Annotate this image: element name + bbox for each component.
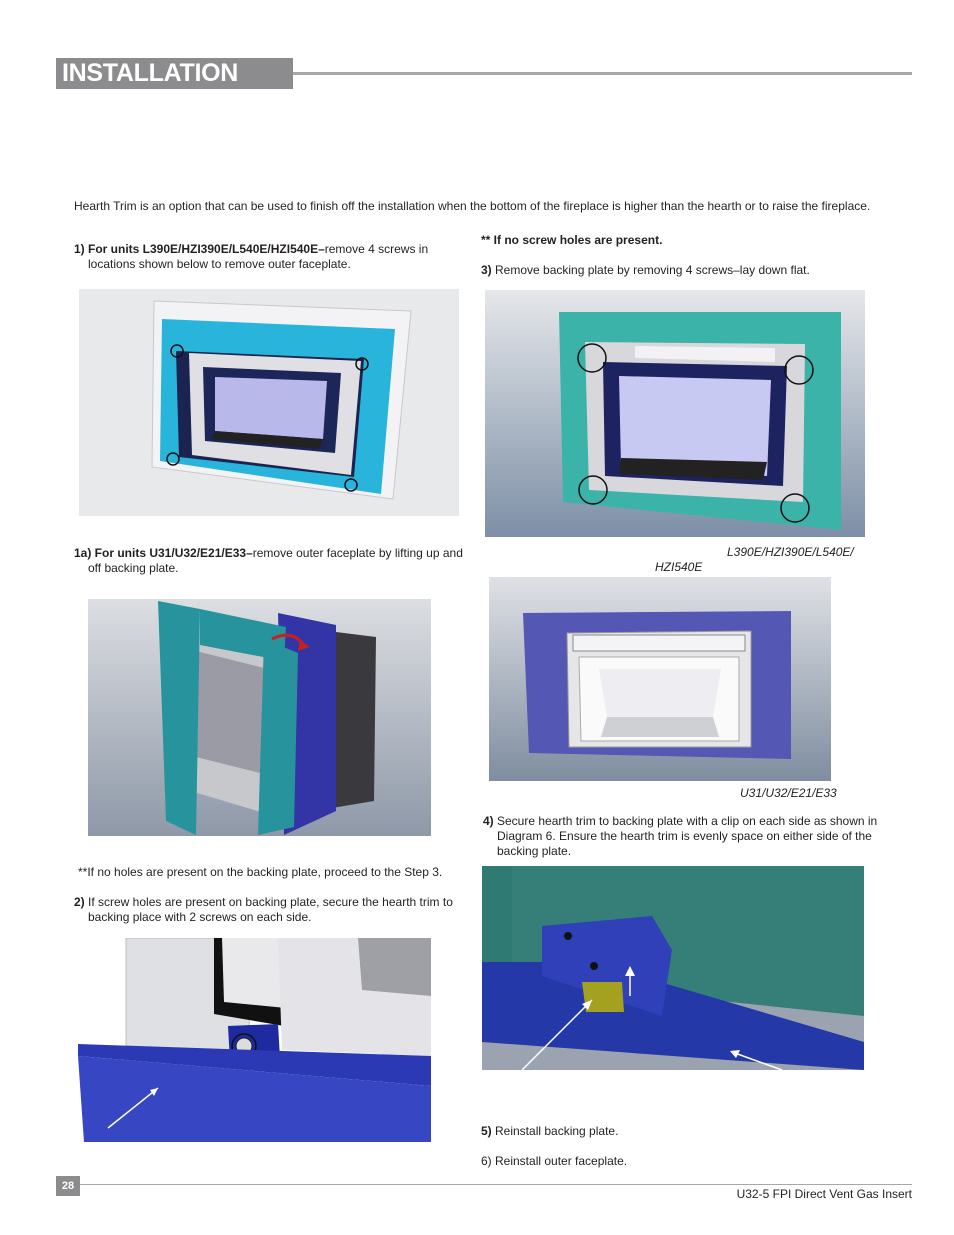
figure-hearth-trim-screws [78, 938, 431, 1142]
step-3-label: 3) [481, 263, 492, 277]
figure-lift-faceplate [88, 599, 431, 836]
step-4 [483, 814, 882, 859]
caption-l390e-line1: L390E/HZI390E/L540E/ [727, 545, 854, 559]
step-5 [481, 1124, 861, 1139]
section-title: INSTALLATION [56, 58, 293, 89]
step-6: 6) Reinstall outer faceplate. [481, 1154, 628, 1168]
step-3 [481, 263, 881, 278]
footer-doc-title: U32-5 FPI Direct Vent Gas Insert [736, 1187, 912, 1201]
note-no-holes: **If no holes are present on the backing plate, proceed to the Step 3. [78, 865, 443, 879]
note-no-screw-holes: ** If no screw holes are present. [481, 233, 663, 247]
figure-backing-plate-u31 [489, 577, 831, 781]
step-2-label: 2) [74, 895, 85, 909]
step-4-text: Secure hearth trim to backing plate with a clip on each side as shown in Diagram 6. Ensure the hearth trim is evenly space on either side of the backing plate. [493, 814, 878, 858]
step-1 [74, 242, 463, 272]
figure-backing-plate-l390e [485, 290, 865, 537]
intro-text: Hearth Trim is an option that can be used to finish off the installation when the bottom of the fireplace is higher than the hearth or to raise the fireplace. [74, 199, 871, 213]
figure-hearth-trim-clip [482, 866, 864, 1070]
caption-l390e-line2: HZI540E [655, 560, 703, 574]
header-rule [293, 72, 912, 75]
step-2 [74, 895, 473, 925]
footer-rule [80, 1184, 912, 1185]
step-1a-text: remove outer faceplate by lifting up and off backing plate. [88, 546, 463, 575]
step-5-label: 5) [481, 1124, 492, 1138]
step-1-text: remove 4 screws in locations shown below to remove outer faceplate. [88, 242, 429, 271]
caption-u31: U31/U32/E21/E33 [740, 786, 837, 800]
step-1a-label: 1a) For units U31/U32/E21/E33– [74, 546, 253, 560]
step-3-text: Remove backing plate by removing 4 screws–lay down flat. [491, 263, 810, 277]
step-1a [74, 546, 473, 576]
page-number: 28 [56, 1176, 80, 1196]
step-4-label: 4) [483, 814, 494, 828]
figure-faceplate-screws [79, 289, 459, 516]
step-5-text: Reinstall backing plate. [491, 1124, 619, 1138]
step-2-text: If screw holes are present on backing plate, secure the hearth trim to backing place with 2 screws on each side. [84, 895, 453, 924]
step-1-label: 1) For units L390E/HZI390E/L540E/HZI540E– [74, 242, 325, 256]
